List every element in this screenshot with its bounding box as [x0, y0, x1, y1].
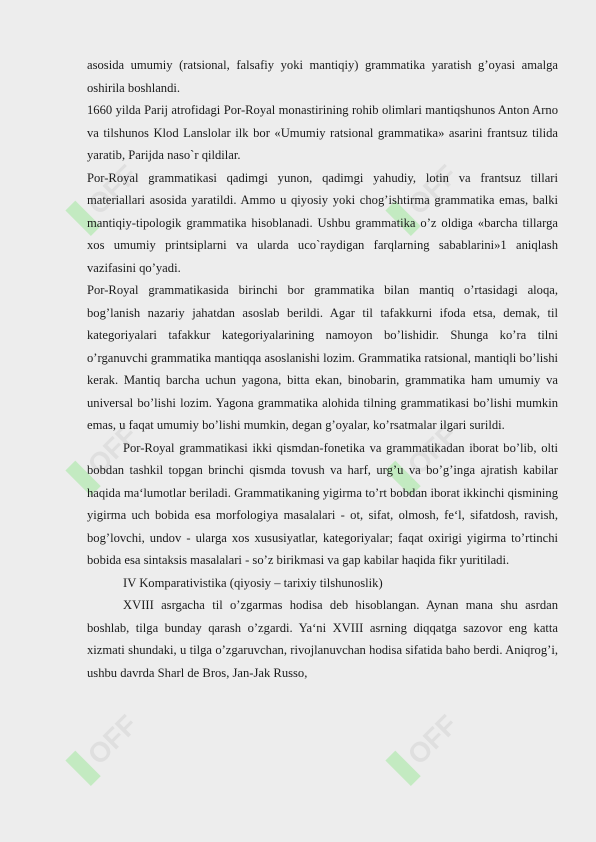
paragraph: XVIII asrgacha til o’zgarmas hodisa deb hisoblangan. Aynan mana shu asrdan boshlab, tilga bunday qarash o’zgardi. Ya‘ni XVIII asrning diqqatga sazovor eng katta xizmati shundaki, u tilga o’zgaruvchan, rivojlanuvchan hodisa sifatida baho berdi. Aniqrog’i, ushbu davrda Sharl de Bros, Jan-Jak Russo,: [87, 598, 558, 680]
svg-text:OFF: OFF: [81, 158, 144, 221]
svg-text:OFF: OFF: [81, 708, 144, 771]
paragraph: 1660 yilda Parij atrofidagi Por-Royal monastirining rohib olimlari mantiqshunos Anton Arno va tilshunos Klod Lanslolar ilk bor «Umumiy ratsional grammatika» asarini frantsuz tilida yaratib, Parijda naso`r qildilar.: [87, 103, 558, 162]
watermark-logo-icon: [361, 681, 488, 808]
svg-text:OFF: OFF: [401, 158, 464, 221]
svg-text:OFF: OFF: [401, 708, 464, 771]
svg-text:OFF: OFF: [401, 418, 464, 481]
paragraph: Por-Royal grammatikasida birinchi bor grammatika bilan mantiq o’rtasidagi aloqa, bog’lanish nazariy jahatdan asoslab berildi. Agar til tafakkurni ifoda etsa, demak, til kategoriyalari tafakkur kategoriyalarining namoyon bo’lishidir. Shunga ko’ra tilni o’rganuvchi grammatika mantiqqa asoslanishi lozim. Grammatika ratsional, mantiqli bo’lishi kerak. Mantiq barcha uchun yagona, bitta ekan, binobarin, grammatika ham umumiy va universal bo’lishi lozim. Yagona grammatika alohida tilning grammatikasi bo’lishi mumkin emas, u faqat umumiy bo’lishi mumkin, degan g’oyalar, ko’rsatmalar ilgari surildi.: [87, 283, 558, 432]
svg-text:OFF: OFF: [81, 418, 144, 481]
document-body: [87, 54, 558, 684]
paragraph: Por-Royal grammatikasi ikki qismdan-fonetika va grammatikadan iborat bo’lib, olti bobdan tashkil topgan brinchi qismda tovush va harf, urg’u va bo’g’inga ajratish kabilar haqida ma‘lumotlar beriladi. Grammatikaning yigirma to’rt bobdan iborat ikkinchi qismining yigirma uch bobida esa morfologiya masalalari - ot, sifat, olmosh, fe‘l, sifatdosh, ravish, bog’lovchi, undov - ularga xos xususiyatlar, kategoriyalar; faqat oxirigi yigirma to’rtinchi bobida esa sintaksis masalalari - so’z birikmasi va gap kabilar haqida fikr yuritiladi.: [87, 440, 558, 567]
paragraph: asosida umumiy (ratsional, falsafiy yoki mantiqiy) grammatika yaratish g’oyasi amalga oshirila boshlandi.: [87, 58, 558, 95]
section-heading: IV Komparativistika (qiyosiy – tarixiy tilshunoslik): [123, 575, 383, 590]
paragraph: Por-Royal grammatikasi qadimgi yunon, qadimgi yahudiy, lotin va frantsuz tillari materiallari asosida yaratildi. Ammo u qiyosiy yoki chog’ishtirma grammatika emas, balki mantiqiy-tipologik grammatika hisoblanadi. Ushbu grammatika o’z oldiga «barcha tillarga xos umumiy printsiplarni va ularda uco`raydigan farqlarning sabablarini»1 aniqlash vazifasini qo’yadi.: [87, 170, 558, 275]
watermark-logo-icon: [41, 681, 168, 808]
